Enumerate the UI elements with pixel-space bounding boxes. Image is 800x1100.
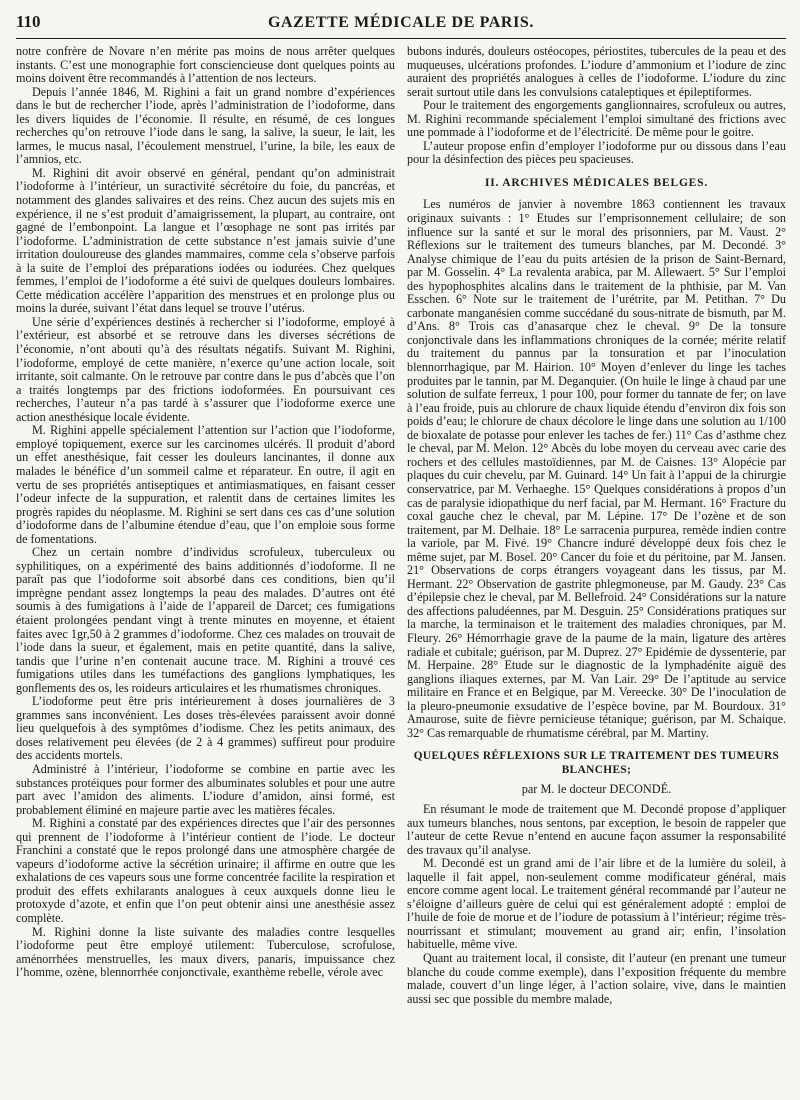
paragraph: Une série d’expériences destinés à rechercher si l’iodoforme, employé à l’extérieur, est absorbé et se retrouve dans les diverses sécrétions de l’économie, n’ont abouti qu’à des résultats négatifs. Suivant M. Righini, l’iodoforme, employé de cette manière, n’exerce qu’une action locale, soit irritante, soit calmante. On le retrouve par contre dans le pus d’abcès que l’on a traités longtemps par des frictions iodoformées. En poursuivant ces recherches, l’auteur n’a pas tardé à s’assurer que l’iodoforme exerce une action anesthésique locale évidente. <box>16 314 395 424</box>
columns <box>16 45 786 1093</box>
paragraph: L’auteur propose enfin d’employer l’iodoforme pur ou dissous dans l’eau pour la désinfection des pièces peu spacieuses. <box>407 138 786 167</box>
paragraph: Depuis l’année 1846, M. Righini a fait un grand nombre d’expériences dans le but de rechercher l’iode, après l’administration de l’iodoforme, dans les divers liquides de l’économie. Il résulte, en résumé, de ces longues recherches qu’on retrouve l’iode dans le sang, la salive, la sueur, le lait, les larmes, le mucus nasal, l’écoulement menstruel, l’urine, la bile, les eaux de l’amnios, etc. <box>16 84 395 167</box>
journal-title: GAZETTE MÉDICALE DE PARIS. <box>267 14 534 31</box>
header-rule <box>16 38 786 39</box>
paragraph: M. Righini donne la liste suivante des maladies contre lesquelles l’iodoforme peut être employé utilement: Tuberculose, scrofulose, aménorrhées menstruelles, les maux divers, panaris, impuissance chez l’homme, ozène, blennorrhée conjonctivale, exanthème rebelle, vérole avec <box>16 924 395 980</box>
right-column <box>407 45 786 1093</box>
paragraph: M. Decondé est un grand ami de l’air libre et de la lumière du soleil, à laquelle il fait appel, non-seulement comme modificateur général, mais encore comme agent local. Le traitement général recommandé par l’auteur ne s’éloigne d’ailleurs guère de celui qui est généralement adopté : emploi de l’huile de foie de morue et de l’iodure de potassium à l’intérieur; régime très-nourrissant et stimulant; mouvement au grand air; enfin, l’insolation habituelle, même vive. <box>407 856 786 952</box>
paragraph: En résumant le mode de traitement que M. Decondé propose d’appliquer aux tumeurs blanches, nous sentons, par exception, le besoin de rappeler que l’auteur de cette Revue n’entend en aucune façon assumer la responsabilité des travaux qu’il analyse. <box>407 801 786 857</box>
left-column <box>16 45 395 1093</box>
paragraph: Pour le traitement des engorgements ganglionnaires, scrofuleux ou autres, M. Righini recommande spécialement l’emploi simultané des frictions avec une pommade à l’iodoforme et de l’électricité. De même pour le goitre. <box>407 98 786 140</box>
paragraph: Administré à l’intérieur, l’iodoforme se combine en partie avec les substances protéiques pour former des albuminates solubles et pour une autre part avec l’amidon des aliments. L’iodure d’amidon, ainsi formé, est probablement éliminé en majeure partie avec les matières fécales. <box>16 761 395 817</box>
article-title: QUELQUES RÉFLEXIONS SUR LE TRAITEMENT DES TUMEURS BLANCHES; <box>413 750 780 776</box>
section-title: II. ARCHIVES MÉDICALES BELGES. <box>484 176 709 189</box>
paragraph: Chez un certain nombre d’individus scrofuleux, tuberculeux ou syphilitiques, on a expérimenté des bains additionnés d’iodoforme. Il ne paraît pas que l’iodoforme soit absorbé dans ces conditions, bien qu’il imprègne pendant assez longtemps la peau des malades. D’autres ont été soumis à des fumigations à l’aide de l’appareil de Darcet; ces fumigations étaient prolongées pendant vingt à trente minutes en moyenne, et étaient faites avec 1gr,50 à 2 grammes d’iodoforme. Chez ces malades on trouvait de l’iode dans la sueur, et également, mais en petite quantité, dans la salive, tandis que l’urine n’en contenait aucune trace. M. Righini a trouvé ces fumigations utiles dans les tuméfactions des ganglions lymphatiques, les gonflements des os, les roideurs articulaires et les rhumatismes chroniques. <box>16 545 395 695</box>
paragraph: bubons indurés, douleurs ostéocopes, périostites, tubercules de la peau et des muqueuses, ulcérations profondes. L’iodure d’ammonium et l’iodure de zinc auraient des propriétés analogues à celles de l’iodoforme. L’iodure du zinc serait surtout utile dans les convulsions cataleptiques et épileptiformes. <box>407 45 786 99</box>
article-author: par M. le docteur DECONDÉ. <box>521 782 672 797</box>
paragraph: Les numéros de janvier à novembre 1863 contiennent les travaux originaux suivants : 1° Etudes sur l’emprisonnement cellulaire; de son influence sur la santé et sur le moral des prisonniers, par M. Vaust. 2° Réflexions sur le traitement des tumeurs blanches, par M. Decondé. 3° Analyse chimique de l’eau du puits artésien de la prison de Saint-Bernard, par M. Gosselin. 4° La revalenta arabica, par M. Allewaert. 5° Sur l’emploi des hypophosphites alcalins dans le traitement de la phthisie, par M. Van Esschen. 6° Note sur le traitement de l’urétrite, par M. Petithan. 7° Du carbonate manganésien comme succédané du sous-nitrate de bismuth, par M. d’Ans. 8° Trois cas d’anasarque chez le cheval. 9° De la tonsure conjonctivale dans les inflammations chroniques de la cornée; mérite relatif du traitement du pannus par la tonsuration et par l’inoculation blennorrhagique, par M. Hairion. 10° Moyen d’enlever du linge les taches produites par le tannin, par M. Deganquier. (On huile le linge à chaud par une solution de sulfate ferreux, 1 pour 100, pour former du tannate de fer; on lave à l’eau froide, puis au chlorure de chaux liquide étendu d’environ dix fois son poids d’eau; le chlorure de chaux décolore le linge dans une solution au 1/100 de bioxalate de potasse pour enlever les taches de fer.) 11° Cas d’asthme chez le cheval, par M. Melon. 12° Abcès du lobe moyen du cerveau avec carie des rochers et des cellules mastoïdiennes, par M. de Caisnes. 13° Alopécie par plaques du cuir chevelu, par M. Guinard. 14° Un fait à l’appui de la chirurgie conservatrice, par M. Verhaeghe. 15° Quelques considérations à propos d’un cas de paralysie idiopathique du nerf facial, par M. Hermant. 16° Fracture du coxal gauche chez le cheval, par M. Lépine. 17° De l’ozène et de son traitement, par M. Delhaie. 18° Le sarracenia purpurea, remède indien contre la variole, par M. Fivé. 19° Chancre induré développé deux fois chez le même sujet, par M. Bosel. 20° Cancer du foie et du péritoine, par M. Jansen. 21° Observations de corps étrangers voyageant dans les tissus, par M. Hermant. 22° Observation de gastrite phlegmoneuse, par M. Gaudy. 23° Cas d’épilepsie chez le cheval, par M. Bellefroid. 24° Considérations sur la nature des affections paludéennes, par M. Desguin. 25° Considérations pratiques sur la marche, la terminaison et le traitement des maladies chroniques, par M. Fleury. 26° Hémorrhagie grave de la paume de la main, ligature des artères radiale et cubitale; guérison, par M. Duprez. 27° Epidémie de dyssenterie, par M. Herpaine. 28° Etude sur le diagnostic de la lymphadénite aiguë des ganglions iliaques externes, par M. Van Lair. 29° De l’aptitude au service militaire en France et en Belgique, par M. Vereecke. 30° De l’inoculation de la pleuro-pneumonie exsudative de l’espèce bovine, par M. Bourdoux. 31° Amaurose, suite de fièvre pernicieuse tétanique; guérison, par M. Schaique. 32° Cas remarquable de rhumatisme cérébral, par M. Martiny. <box>407 197 786 740</box>
paragraph: L’iodoforme peut être pris intérieurement à doses journalières de 3 grammes sans inconvénient. Les doses très-élevées paraissent avoir donné lieu quelquefois à des symptômes d’iodisme. Chez les petits animaux, des doses relativement peu élevées (de 2 à 4 grammes) suffireut pour produire des accidents mortels. <box>16 694 395 763</box>
paragraph: notre confrère de Novare n’en mérite pas moins de nous arrêter quelques instants. C’est une monographie fort consciencieuse dont quelques points au moins doivent être recommandés à l’attention de nos lecteurs. <box>16 45 395 86</box>
paragraph: M. Righini dit avoir observé en général, pendant qu’on administrait l’iodoforme à l’intérieur, un suractivité sécrétoire du foie, du pancréas, et notamment des glandes salivaires et des reins. Chez aucun des sujets mis en expérience, il ne s’est produit d’amaigrissement, la plupart, au contraire, ont gagné de l’embonpoint. La langue et l’œsophage ne sont pas irrités par l’iodoforme. L’administration de cette substance n’est jamais suivie d’une irritation douloureuse des glandes mammaires, comme cela s’observe parfois à la suite de l’emploi des préparations iodées ou iodurées. Chez quelques femmes, l’emploi de l’iodoforme a été suivi de quelques douleurs lombaires. Cette médication accélère l’apparition des menstrues et en prolonge plus ou moins la durée, suivant l’état dans lequel se trouve l’utérus. <box>16 165 395 316</box>
paragraph: M. Righini a constaté par des expériences directes que l’air des personnes qui prennent de l’iodoforme à l’intérieur contient de l’iode. Le docteur Franchini a constaté que le repos prolongé dans une atmosphère chargée de vapeurs d’iodoforme active la sécrétion urinaire; il affirme en outre que les exhalations de ces vapeurs sous une forme concentrée facilite la respiration et produit des effets exhilarants analogues à ceux auxquels donne lieu le protoxyde d’azote, et enfin que l’on peut obtenir ainsi une anesthésie assez complète. <box>16 816 395 925</box>
paragraph: Quant au traitement local, il consiste, dit l’auteur (en prenant une tumeur blanche du coude comme exemple), dans l’exposition fréquente du membre malade, couvert d’un linge léger, à l’action solaire, vive, dans le maintien aussi sec que possible du membre malade, <box>407 951 786 1006</box>
paragraph: M. Righini appelle spécialement l’attention sur l’action que l’iodoforme, employé topiquement, exerce sur les carcinomes ulcérés. Il produit d’abord un effet anesthésique, fait cesser les douleurs lancinantes, il donne aux malades le bénéfice d’un sommeil calme et réparateur. En outre, il agit en vertu de ses propriétés antiseptiques et antimiasmatiques, en faisant cesser l’odeur infecte de la suppuration, et ralentit dans de certaines limites les progrès rapides du néoplasme. M. Righini se sert dans ces cas d’une solution d’iodoforme dans de l’albumine étendue d’eau, que l’on emploie sous forme de fomentations. <box>16 423 395 546</box>
page-number: 110 <box>16 12 41 31</box>
page-header <box>16 12 786 36</box>
